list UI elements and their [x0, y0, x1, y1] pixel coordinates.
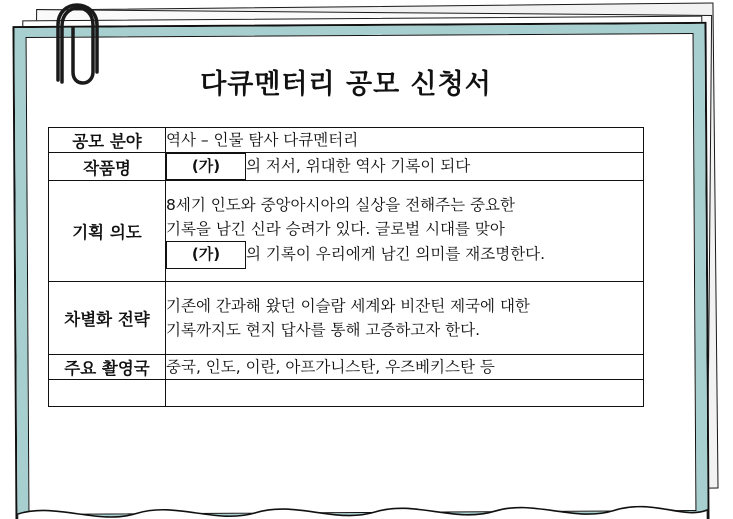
table-row-empty: [49, 379, 644, 406]
field-label-empty: [49, 379, 166, 406]
intent-line-3: [166, 241, 643, 268]
field-value-title: [166, 153, 644, 181]
field-label-countries: 주요 촬영국: [49, 354, 166, 379]
table-row: [49, 181, 644, 281]
application-form-table: [48, 127, 644, 407]
field-label-intent: 기획 의도: [49, 181, 166, 281]
document-content: [40, 40, 652, 407]
field-value-title-text: 의 저서, 위대한 역사 기록이 되다: [246, 157, 471, 176]
page-title: 다큐멘터리 공모 신청서: [200, 69, 492, 100]
blank-box-1: (가): [166, 153, 246, 180]
table-row: [49, 281, 644, 354]
intent-line-3-text: 의 기록이 우리에게 남긴 의미를 재조명한다.: [246, 245, 546, 264]
field-value-strategy: [166, 281, 644, 354]
field-label-category: 공모 분야: [49, 128, 166, 153]
field-value-intent: [166, 181, 644, 281]
field-value-empty: [166, 379, 644, 406]
table-row: [49, 153, 644, 181]
table-row: [49, 354, 644, 379]
strategy-line-2: 기록까지도 현지 답사를 통해 고증하고자 한다.: [166, 320, 481, 339]
intent-line-1: 8세기 인도와 중앙아시아의 실상을 전해주는 중요한: [166, 196, 515, 215]
field-value-category: 역사 – 인물 탐사 다큐멘터리: [166, 128, 644, 153]
table-row: [49, 128, 644, 153]
field-label-title: 작품명: [49, 153, 166, 181]
wavy-bottom-edge: [17, 496, 707, 519]
field-label-strategy: 차별화 전략: [49, 281, 166, 354]
blank-box-2: (가): [166, 241, 246, 268]
intent-line-2: 기록을 남긴 신라 승려가 있다. 글로벌 시대를 맞아: [166, 220, 505, 239]
paperclip-icon: [46, 2, 106, 90]
field-value-countries: 중국, 인도, 이란, 아프가니스탄, 우즈베키스탄 등: [166, 354, 644, 379]
strategy-line-1: 기존에 간과해 왔던 이슬람 세계와 비잔틴 제국에 대한: [166, 296, 530, 315]
